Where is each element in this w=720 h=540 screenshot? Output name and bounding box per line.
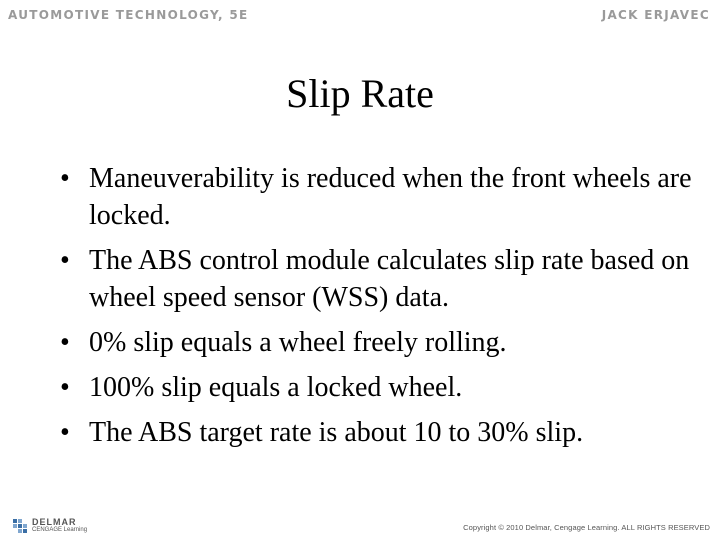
bullet-item: [60, 324, 700, 361]
bullet-text: The ABS target rate is about 10 to 30% slip.: [89, 417, 584, 448]
bullet-item: [60, 369, 700, 406]
bullet-item: [60, 160, 700, 234]
author-header: JACK ERJAVEC: [601, 8, 710, 22]
bullet-dot-icon: •: [60, 245, 70, 276]
bullet-text: 100% slip equals a locked wheel.: [89, 372, 463, 403]
logo-line-2: CENGAGE Learning: [32, 527, 88, 533]
bullet-text: 0% slip equals a wheel freely rolling.: [89, 327, 507, 358]
bullet-dot-icon: •: [60, 163, 70, 194]
bullet-list: [60, 160, 700, 459]
bullet-dot-icon: •: [60, 372, 70, 403]
bullet-dot-icon: •: [60, 327, 70, 358]
copyright-notice: Copyright © 2010 Delmar, Cengage Learning. ALL RIGHTS RESERVED: [463, 523, 710, 532]
publisher-logo: [12, 518, 87, 534]
logo-line-1: DELMAR: [32, 517, 77, 527]
bullet-text: The ABS control module calculates slip rate based on wheel speed sensor (WSS) data.: [89, 245, 690, 313]
delmar-logo-icon: [12, 518, 28, 534]
bullet-dot-icon: •: [60, 417, 70, 448]
bullet-text: Maneuverability is reduced when the front wheels are locked.: [89, 163, 692, 231]
book-title-header: AUTOMOTIVE TECHNOLOGY, 5E: [8, 8, 249, 22]
logo-text: [32, 518, 87, 534]
bullet-item: [60, 242, 700, 316]
slide-title: Slip Rate: [286, 71, 434, 116]
bullet-item: [60, 414, 700, 451]
